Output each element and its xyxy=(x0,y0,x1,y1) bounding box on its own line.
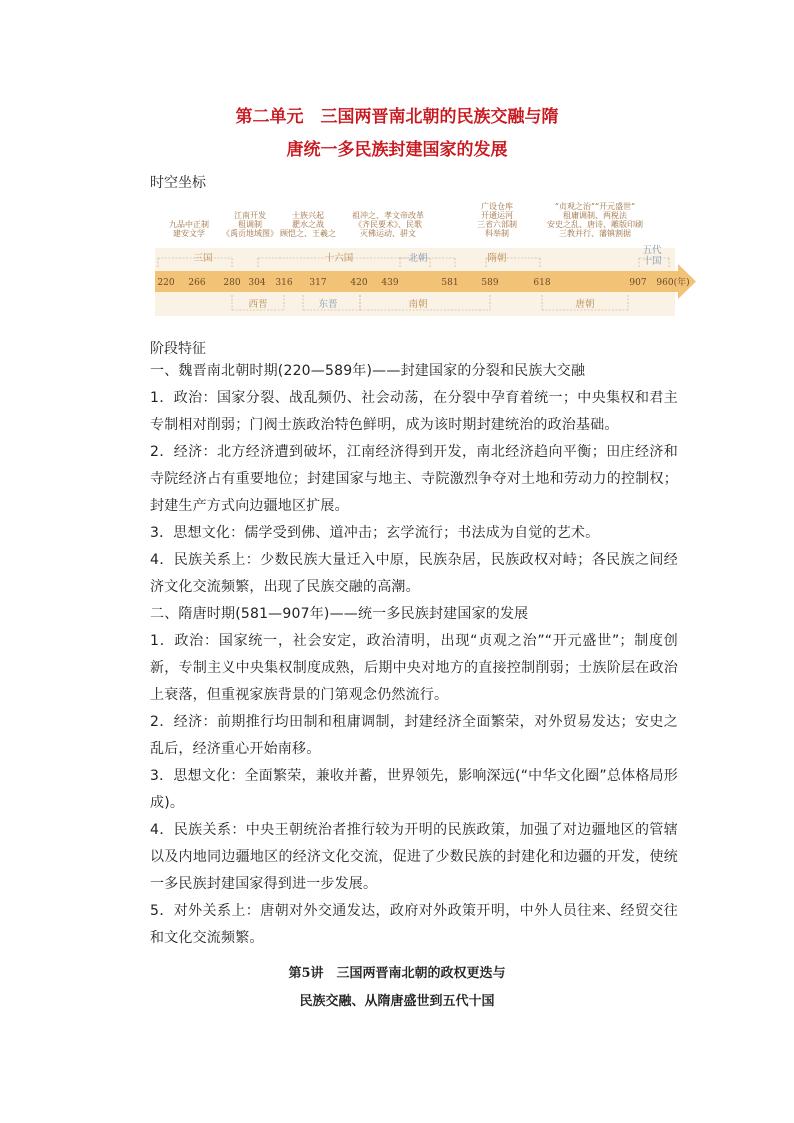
timeline-event-1 xyxy=(169,219,209,238)
timeline-year-7: 420 xyxy=(350,278,368,288)
timeline-year-8: 439 xyxy=(381,278,399,288)
timeline-event-line: 《齐民要术》、民歌 xyxy=(354,220,422,229)
part2-item-4: 4．民族关系：中央王朝统治者推行较为开明的民族政策，加强了对边疆地区的管辖以及内地同边疆地区的经济文化交流，促进了少数民族的封建化和边疆的开发，使统一多民族封建国家得到进一步发展。 xyxy=(150,822,678,892)
timeline-event-2 xyxy=(222,210,278,238)
part1-heading: 一、魏晋南北朝时期(220—589年)——封建国家的分裂和民族大交融 xyxy=(150,363,586,379)
timeline-event-line: 灭佛运动、骈文 xyxy=(360,229,416,238)
timeline-year-4: 304 xyxy=(248,278,266,288)
timeline-period-top-1: 三国 xyxy=(193,253,213,264)
timeline-event-line: 士族兴起 xyxy=(292,211,324,220)
timeline-event-line: 江南开发 xyxy=(234,211,266,220)
timeline-event-line: 科举制 xyxy=(485,229,509,238)
timeline-event-3 xyxy=(280,210,336,238)
timeline-event-line: 广设仓库 xyxy=(481,202,513,211)
timeline-year-6: 317 xyxy=(309,278,327,288)
part2-item-3: 3．思想文化：全面繁荣，兼收并蓄，世界领先，影响深远(“中华文化圈”总体格局形成)。 xyxy=(150,768,678,811)
timeline-period-bottom-3: 南朝 xyxy=(408,299,428,310)
timeline-year-12: 907 xyxy=(629,278,647,288)
timeline-period-top-2: 十六国 xyxy=(324,253,354,264)
timeline-period-top-4: 隋朝 xyxy=(487,253,507,264)
part1-item-1: 1．政治：国家分裂、战乱频仍、社会动荡，在分裂中孕育着统一；中央集权和君主专制相对削弱；门阀士族政治特色鲜明，成为该时期封建统治的政治基础。 xyxy=(150,390,678,433)
timeline-event-6 xyxy=(547,201,643,238)
timeline-year-5: 316 xyxy=(275,278,293,288)
timeline-events xyxy=(169,201,643,238)
timeline-event-line: 三教并行、藩镇割据 xyxy=(559,229,631,238)
timeline-event-line: 《禹贡地域图》 xyxy=(222,229,278,238)
timeline-event-line: 顾恺之、王羲之 xyxy=(280,229,336,238)
timeline-event-line: 九品中正制 xyxy=(169,220,209,229)
timeline-period-top-3: 北朝 xyxy=(408,253,428,264)
timeline-event-line: 租庸调制、两税法 xyxy=(563,211,627,220)
timeline-event-line: 租调制 xyxy=(238,220,262,229)
timeline-period-bottom-1: 西晋 xyxy=(248,299,268,310)
timeline-event-line: 安史之乱、唐诗、雕版印刷 xyxy=(547,220,643,229)
timeline-period-top-6: 十国 xyxy=(642,256,662,267)
timeline-year-3: 280 xyxy=(223,278,241,288)
timeline-event-line: “贞观之治”“开元盛世” xyxy=(554,202,636,211)
part1-item-4: 4．民族关系上：少数民族大量迁入中原，民族杂居，民族政权对峙；各民族之间经济文化交流频繁，出现了民族交融的高潮。 xyxy=(150,552,678,595)
timeline-event-line: 祖冲之、孝文帝改革 xyxy=(352,211,424,220)
lecture-title-line1: 第5讲 三国两晋南北朝的政权更迭与 xyxy=(288,966,506,981)
part2-heading: 二、隋唐时期(581—907年)——统一多民族封建国家的发展 xyxy=(150,606,529,622)
stage-label: 阶段特征 xyxy=(150,341,206,357)
timeline-period-bottom-2: 东晋 xyxy=(318,299,338,310)
timeline-event-line: 开通运河 xyxy=(481,211,513,220)
timeline-chart xyxy=(150,200,698,322)
timeline-year-11: 618 xyxy=(533,278,551,288)
part2-item-5: 5．对外关系上：唐朝对外交通发达，政府对外政策开明，中外人员往来、经贸交往和文化交流频繁。 xyxy=(150,903,678,946)
timeline-year-13: 960(年) xyxy=(656,278,690,288)
timeline-event-5 xyxy=(477,201,517,238)
part1-item-2: 2．经济：北方经济遭到破坏，江南经济得到开发，南北经济趋向平衡；田庄经济和寺院经济占有重要地位；封建国家与地主、寺院激烈争夺对土地和劳动力的控制权；封建生产方式向边疆地区扩展。 xyxy=(150,444,678,514)
timeline-year-1: 220 xyxy=(157,278,175,288)
timeline-event-line: 建安文学 xyxy=(173,229,205,238)
part2-item-2: 2．经济：前期推行均田制和租庸调制，封建经济全面繁荣，对外贸易发达；安史之乱后，经济重心开始南移。 xyxy=(150,714,678,757)
timeline-year-2: 266 xyxy=(188,278,206,288)
unit-title-line1: 第二单元 三国两晋南北朝的民族交融与隋 xyxy=(235,107,559,127)
unit-title-line2: 唐统一多民族封建国家的发展 xyxy=(286,140,508,160)
timeline-event-line: 淝水之战 xyxy=(292,220,324,229)
timeline-event-line: 三省六部制 xyxy=(477,220,517,229)
timeline-year-10: 589 xyxy=(481,278,499,288)
part2-item-1: 1．政治：国家统一，社会安定，政治清明，出现“贞观之治”“开元盛世”；制度创新，专制主义中央集权制度成熟，后期中央对地方的直接控制削弱；士族阶层在政治上衰落，但重视家族背景的门第观念仍然流行。 xyxy=(150,633,678,703)
lecture-title-line2: 民族交融、从隋唐盛世到五代十国 xyxy=(299,994,495,1009)
timeline-period-top-5: 五代 xyxy=(642,245,662,256)
timeline-period-bottom-4: 唐朝 xyxy=(575,299,595,310)
part1-item-3: 3．思想文化：儒学受到佛、道冲击；玄学流行；书法成为自觉的艺术。 xyxy=(150,525,600,541)
timeline-year-9: 581 xyxy=(441,278,459,288)
timeline-label: 时空坐标 xyxy=(150,175,206,191)
timeline-event-4 xyxy=(352,210,424,238)
